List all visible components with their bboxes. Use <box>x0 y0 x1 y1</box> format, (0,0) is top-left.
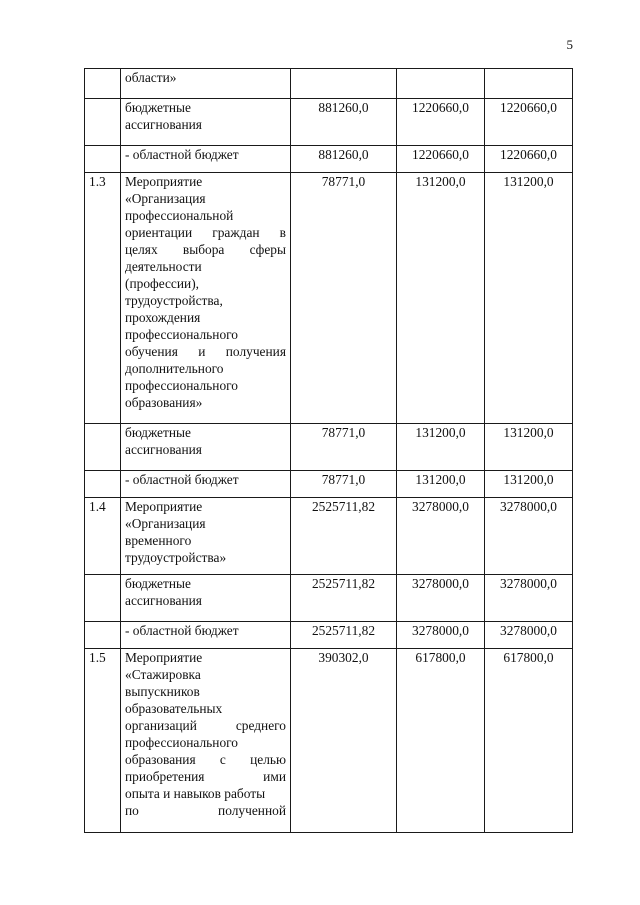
row-number <box>85 424 121 471</box>
value-col-2: 1220660,0 <box>397 146 485 173</box>
row-number <box>85 471 121 498</box>
row-description: бюджетные ассигнования <box>121 99 291 146</box>
row-description: - областной бюджет <box>121 471 291 498</box>
row-number <box>85 575 121 622</box>
value-col-1: 881260,0 <box>291 146 397 173</box>
value-col-1: 881260,0 <box>291 99 397 146</box>
value-col-3: 3278000,0 <box>485 498 573 575</box>
table-row <box>85 622 573 649</box>
value-col-3: 1220660,0 <box>485 99 573 146</box>
table-row <box>85 471 573 498</box>
row-description: Мероприятие «Организация профессиональной ориентации граждан в целях выбора сферы деятельности (профессии), трудоустройства, прохождения профессионального обучения и получения дополнительного профессионального образования» <box>121 173 291 424</box>
value-col-2: 3278000,0 <box>397 622 485 649</box>
value-col-1: 78771,0 <box>291 424 397 471</box>
row-number: 1.4 <box>85 498 121 575</box>
budget-table <box>84 68 573 833</box>
row-number <box>85 69 121 99</box>
value-col-1 <box>291 69 397 99</box>
value-col-2: 131200,0 <box>397 471 485 498</box>
value-col-1: 78771,0 <box>291 471 397 498</box>
row-number <box>85 146 121 173</box>
value-col-2: 131200,0 <box>397 424 485 471</box>
row-description: бюджетные ассигнования <box>121 424 291 471</box>
value-col-1: 2525711,82 <box>291 622 397 649</box>
row-number <box>85 622 121 649</box>
row-number: 1.5 <box>85 649 121 833</box>
value-col-3: 1220660,0 <box>485 146 573 173</box>
value-col-3 <box>485 69 573 99</box>
row-description: Мероприятие «Организация временного трудоустройства» <box>121 498 291 575</box>
value-col-1: 78771,0 <box>291 173 397 424</box>
page-number: 5 <box>566 37 573 52</box>
value-col-3: 131200,0 <box>485 424 573 471</box>
value-col-2: 617800,0 <box>397 649 485 833</box>
row-number <box>85 99 121 146</box>
value-col-3: 131200,0 <box>485 471 573 498</box>
value-col-1: 2525711,82 <box>291 575 397 622</box>
value-col-2: 1220660,0 <box>397 99 485 146</box>
value-col-2: 3278000,0 <box>397 498 485 575</box>
table-row <box>85 69 573 99</box>
row-description: области» <box>121 69 291 99</box>
row-description: - областной бюджет <box>121 622 291 649</box>
table-row <box>85 146 573 173</box>
value-col-3: 3278000,0 <box>485 575 573 622</box>
row-description: бюджетные ассигнования <box>121 575 291 622</box>
value-col-3: 3278000,0 <box>485 622 573 649</box>
value-col-2 <box>397 69 485 99</box>
table-row <box>85 173 573 424</box>
table-row <box>85 424 573 471</box>
table-row <box>85 649 573 833</box>
value-col-2: 3278000,0 <box>397 575 485 622</box>
value-col-3: 617800,0 <box>485 649 573 833</box>
value-col-3: 131200,0 <box>485 173 573 424</box>
table-row <box>85 99 573 146</box>
row-description: Мероприятие «Стажировка выпускников образовательных организаций среднего профессионального образования с целью приобретения ими опыта и навыков работы по полученной <box>121 649 291 833</box>
row-description: - областной бюджет <box>121 146 291 173</box>
value-col-1: 2525711,82 <box>291 498 397 575</box>
row-number: 1.3 <box>85 173 121 424</box>
value-col-1: 390302,0 <box>291 649 397 833</box>
table-row <box>85 498 573 575</box>
table-row <box>85 575 573 622</box>
value-col-2: 131200,0 <box>397 173 485 424</box>
